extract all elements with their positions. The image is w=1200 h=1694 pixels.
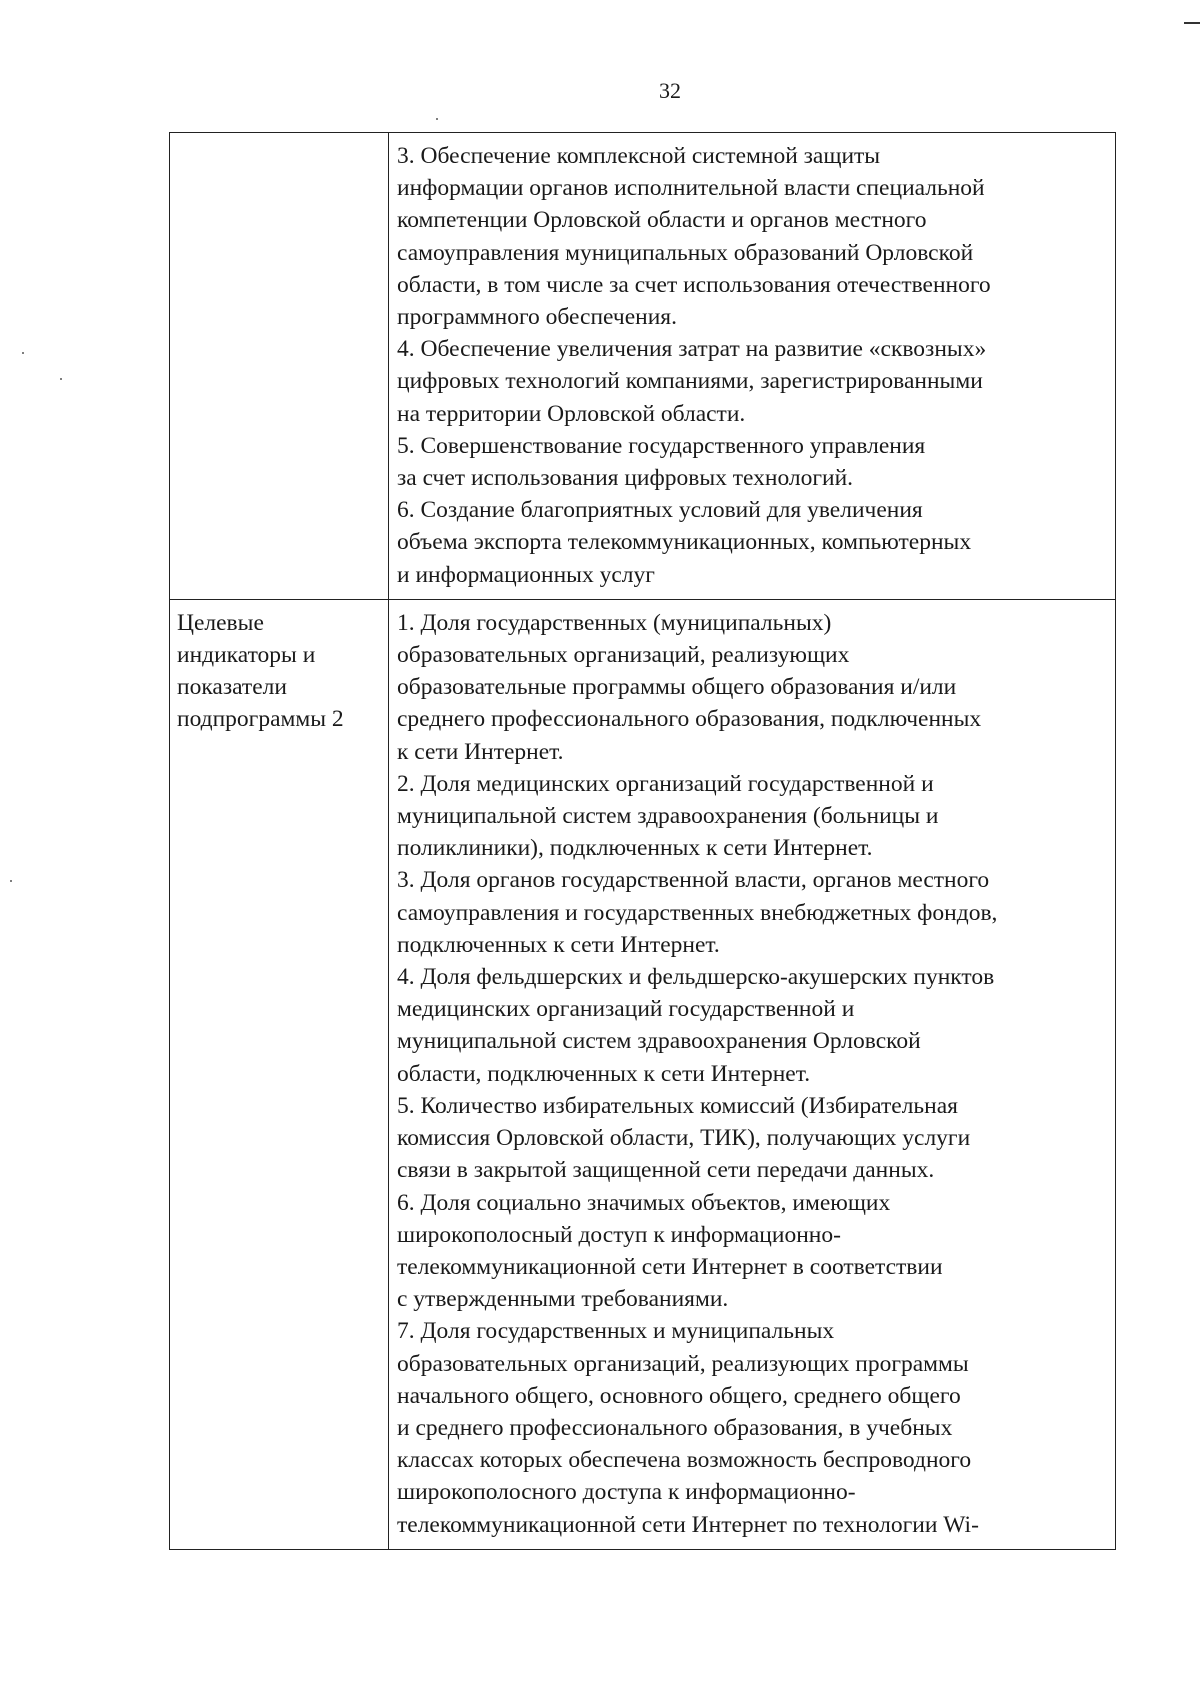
content-line: 5. Совершенствование государственного управления [397,432,926,459]
content-line: самоуправления и государственных внебюджетных фондов, [397,899,998,926]
content-line: подключенных к сети Интернет. [397,931,720,958]
content-line: 3. Доля органов государственной власти, органов местного [397,867,990,894]
content-line: 2. Доля медицинских организаций государственной и [397,770,934,797]
content-line: поликлиники), подключенных к сети Интернет. [397,835,873,862]
content-line: широкополосный доступ к информационно- [397,1221,841,1248]
table-row [170,599,1116,1549]
content-line: 6. Доля социально значимых объектов, имеющих [397,1189,891,1216]
content-text [389,133,1115,599]
content-line: 3. Обеспечение комплексной системной защиты [397,143,881,169]
content-line: компетенции Орловской области и органов местного [397,207,927,234]
label-cell [170,599,389,1549]
content-line: классах которых обеспечена возможность беспроводного [397,1447,972,1474]
label-cell [170,133,389,600]
content-line: и информационных услуг [397,561,655,588]
content-line: медицинских организаций государственной и [397,996,855,1023]
program-table [169,132,1116,1550]
scan-speck [10,880,12,882]
label-line: Целевые [177,609,264,636]
label-line: показатели [177,674,287,701]
content-line: к сети Интернет. [397,738,564,765]
label-text [170,600,388,736]
content-line: программного обеспечения. [397,304,677,331]
content-cell [389,599,1116,1549]
label-text [170,133,388,140]
content-line: и среднего профессионального образования, в учебных [397,1414,953,1441]
content-line: телекоммуникационной сети Интернет по технологии Wi- [397,1511,979,1538]
label-line: подпрограммы 2 [177,706,344,733]
content-line: комиссия Орловской области, ТИК), получающих услуги [397,1125,971,1152]
content-line: самоуправления муниципальных образований Орловской [397,239,974,266]
scan-speck [60,378,62,380]
content-line: муниципальной систем здравоохранения (больницы и [397,803,939,830]
scan-speck [22,352,24,354]
content-line: цифровых технологий компаниями, зарегистрированными [397,368,983,395]
content-line: начального общего, основного общего, среднего общего [397,1382,961,1409]
content-line: образовательные программы общего образования и/или [397,674,957,701]
content-line: области, в том числе за счет использования отечественного [397,271,991,298]
corner-scan-mark [1184,22,1200,24]
content-line: области, подключенных к сети Интернет. [397,1060,811,1087]
content-line: объема экспорта телекоммуникационных, компьютерных [397,529,972,556]
table-row [170,133,1116,600]
content-line: 4. Обеспечение увеличения затрат на развитие «сквозных» [397,336,987,363]
scan-speck [436,118,438,120]
content-text [389,600,1115,1549]
content-line: широкополосного доступа к информационно- [397,1479,856,1506]
content-line: связи в закрытой защищенной сети передачи данных. [397,1157,935,1184]
page-number: 32 [659,78,681,103]
content-line: образовательных организаций, реализующих [397,642,850,669]
content-line: 1. Доля государственных (муниципальных) [397,609,832,636]
content-line: образовательных организаций, реализующих программы [397,1350,969,1377]
content-line: 4. Доля фельдшерских и фельдшерско-акушерских пунктов [397,964,995,991]
content-line: за счет использования цифровых технологий. [397,465,854,492]
content-line: телекоммуникационной сети Интернет в соответствии [397,1253,943,1280]
table-body [170,133,1116,1550]
content-line: с утвержденными требованиями. [397,1286,729,1313]
content-line: 7. Доля государственных и муниципальных [397,1318,835,1345]
content-line: 5. Количество избирательных комиссий (Избирательная [397,1092,958,1119]
content-line: информации органов исполнительной власти специальной [397,175,985,202]
content-line: 6. Создание благоприятных условий для увеличения [397,497,923,524]
label-line: индикаторы и [177,642,316,669]
content-line: среднего профессионального образования, подключенных [397,706,982,733]
content-cell [389,133,1116,600]
content-line: на территории Орловской области. [397,400,746,427]
content-line: муниципальной систем здравоохранения Орловской [397,1028,921,1055]
